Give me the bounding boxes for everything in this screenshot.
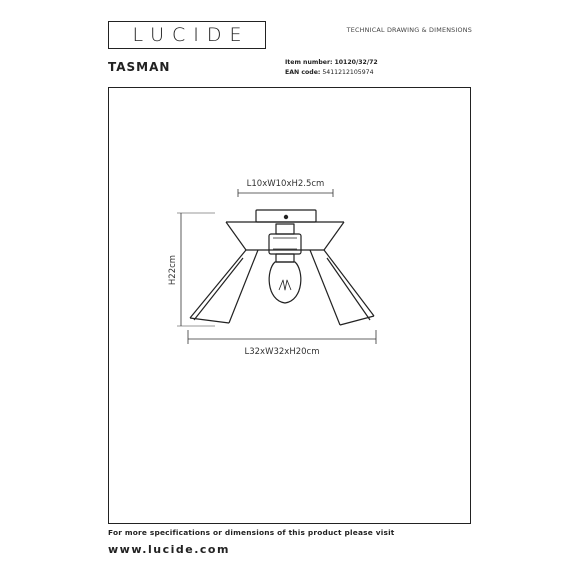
logo-text: LUCIDE: [132, 24, 250, 46]
frame-strut-left: [229, 250, 258, 323]
ean-label: EAN code:: [285, 68, 321, 76]
frame-wing-right-inner: [327, 258, 370, 320]
product-title: TASMAN: [108, 60, 171, 74]
ean-value: 5411212105974: [322, 68, 374, 76]
lamp-illustration: [190, 210, 374, 325]
height-dimension: [168, 213, 215, 326]
frame-wing-left: [190, 250, 246, 318]
overall-dimension: [188, 330, 376, 357]
frame-strut-right: [310, 250, 340, 325]
canopy-dimension-label: L10xW10xH2.5cm: [246, 179, 325, 189]
canopy-screw: [284, 215, 287, 218]
item-number-label: Item number:: [285, 59, 333, 66]
item-number-value: 10120/32/72: [334, 59, 378, 66]
height-dimension-label: H22cm: [168, 254, 178, 286]
frame-wing-right: [324, 250, 374, 316]
canopy-dimension: [238, 179, 333, 197]
document-type: TECHNICAL DRAWING & DIMENSIONS: [346, 26, 472, 34]
frame-wire-upper-left: [226, 222, 246, 250]
bulb-filament: [279, 280, 291, 290]
lamp-socket: [269, 234, 301, 254]
light-bulb: [269, 262, 301, 303]
frame-foot-left: [190, 318, 229, 323]
frame-wire-upper-right: [324, 222, 344, 250]
socket-stem: [276, 224, 294, 234]
footer-website-link[interactable]: www.lucide.com: [108, 543, 230, 556]
bulb-base: [276, 254, 294, 262]
frame-wing-left-inner: [194, 258, 243, 320]
frame-foot-right: [340, 316, 374, 325]
overall-dimension-label: L32xW32xH20cm: [244, 347, 320, 357]
footer-more-info: For more specifications or dimensions of this product please visit: [108, 528, 395, 537]
